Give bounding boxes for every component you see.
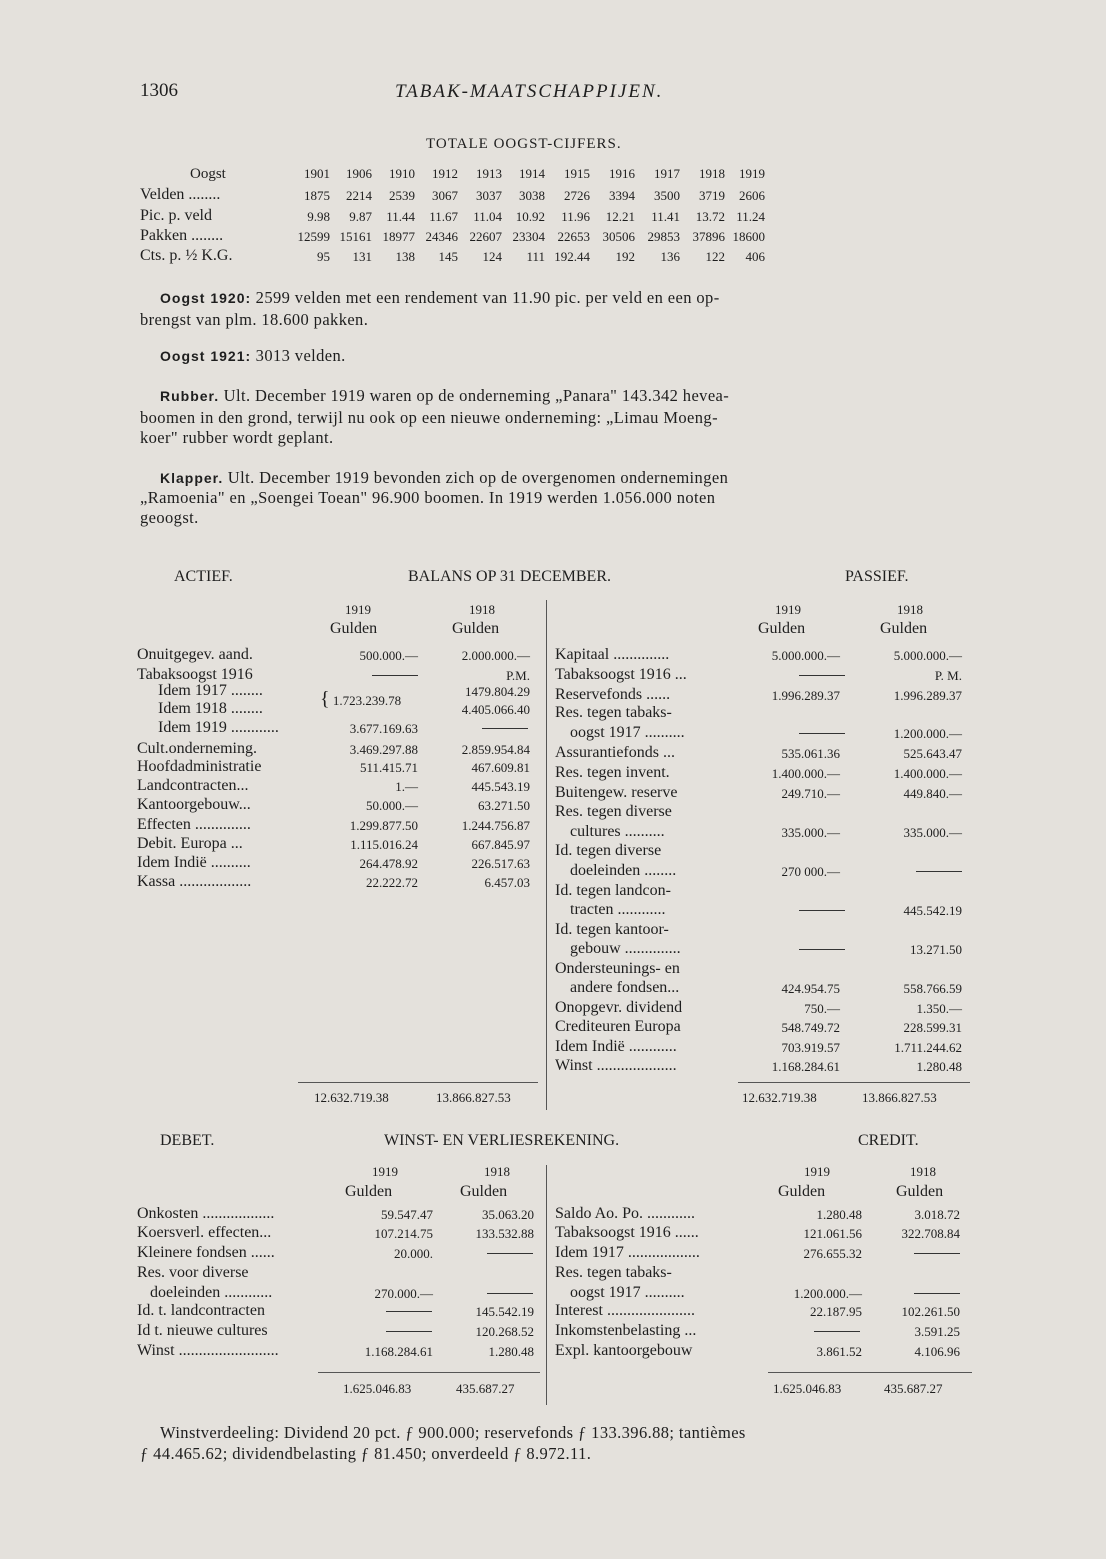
debit-dash xyxy=(386,1331,432,1332)
harvest-cell: 13.72 xyxy=(695,209,725,224)
asset-value-1918: 6.457.03 xyxy=(484,875,530,890)
harvest-cell: 122 xyxy=(705,249,725,264)
liability-value-1918: 1.350.— xyxy=(916,1001,962,1016)
harvest-row-label: Cts. p. ½ K.G. xyxy=(140,247,233,264)
debit-label: Koersverl. effecten... xyxy=(137,1224,272,1241)
page-number: 1306 xyxy=(140,80,178,101)
asset-label: Idem 1919 ............ xyxy=(158,719,279,736)
harvest-cell: 11.24 xyxy=(736,209,765,224)
asset-label: Tabaksoogst 1916 xyxy=(137,666,253,683)
liability-value-1918: 228.599.31 xyxy=(903,1020,962,1035)
harvest-cell: 192.44 xyxy=(554,249,590,264)
pl-debit-unit-1919: Gulden xyxy=(345,1183,393,1200)
credit-label: Inkomstenbelasting ... xyxy=(555,1322,697,1339)
liability-value-1918: P. M. xyxy=(934,668,962,683)
harvest-cell: 131 xyxy=(352,249,372,264)
asset-value-1919: 500.000.— xyxy=(359,648,418,663)
harvest-cell: 24346 xyxy=(425,229,458,244)
liability-label: cultures .......... xyxy=(570,823,665,840)
harvest-cell: 124 xyxy=(482,249,502,264)
pl-debit-total-1919: 1.625.046.83 xyxy=(343,1381,412,1396)
debit-label: Kleinere fondsen ...... xyxy=(137,1244,275,1261)
debit-dash xyxy=(487,1293,533,1294)
liability-label: Res. tegen invent. xyxy=(555,764,670,781)
liability-value-1918: 449.840.— xyxy=(903,786,962,801)
asset-label: Debit. Europa ... xyxy=(137,835,243,852)
paragraph-rubber-line3: koer" rubber wordt geplant. xyxy=(140,428,334,447)
harvest-cell: 10.92 xyxy=(515,209,545,224)
liability-label: Reservefonds ...... xyxy=(555,686,671,703)
harvest-cell: 2539 xyxy=(389,188,415,203)
asset-value-1919: 50.000.— xyxy=(366,798,418,813)
liability-value-1919: 1.996.289.37 xyxy=(771,688,840,703)
harvest-year: 1912 xyxy=(432,166,458,181)
harvest-cell: 15161 xyxy=(339,229,372,244)
paragraph-text: 3013 velden. xyxy=(255,346,346,365)
harvest-cell: 11.67 xyxy=(429,209,458,224)
pl-debit-total-rule xyxy=(318,1372,540,1373)
liability-value-1918: 1.711.244.62 xyxy=(894,1040,962,1055)
harvest-cell: 3038 xyxy=(519,188,545,203)
liability-label: Winst .................... xyxy=(555,1057,677,1074)
liability-label: doeleinden ........ xyxy=(570,862,677,879)
balance-title: BALANS OP 31 DECEMBER. xyxy=(408,568,611,585)
pl-credit-unit-1919: Gulden xyxy=(778,1183,826,1200)
harvest-cell: 2214 xyxy=(346,188,372,203)
asset-value-1919: 1.115.016.24 xyxy=(350,837,418,852)
pl-title: WINST- EN VERLIESREKENING. xyxy=(384,1132,620,1149)
harvest-cell: 9.98 xyxy=(307,209,330,224)
harvest-year: 1915 xyxy=(564,166,590,181)
paragraph-klapper-line2: „Ramoenia" en „Soengei Toean" 96.900 boomen. In 1919 werden 1.056.000 noten xyxy=(140,488,716,507)
debit-label: Id t. nieuwe cultures xyxy=(137,1322,268,1339)
paragraph-rubber-line2: boomen in den grond, terwijl nu ook op een nieuwe onderneming: „Limau Moeng- xyxy=(140,408,718,427)
page-title: TABAK-MAATSCHAPPIJEN. xyxy=(395,81,664,102)
paragraph-oogst-1920-line2: brengst van plm. 18.600 pakken. xyxy=(140,310,369,329)
harvest-year: 1906 xyxy=(346,166,372,181)
liability-value-1918: 5.000.000.— xyxy=(893,648,962,663)
asset-label: Idem 1917 ........ xyxy=(158,682,263,699)
asset-value-1918: 467.609.81 xyxy=(471,760,530,775)
harvest-year: 1918 xyxy=(699,166,725,181)
credit-value-1918: 4.106.96 xyxy=(914,1344,960,1359)
pl-credit-total-rule xyxy=(768,1372,972,1373)
credit-label: Expl. kantoorgebouw xyxy=(555,1342,693,1359)
asset-value-1919: 1.299.877.50 xyxy=(349,818,418,833)
asset-label: Effecten .............. xyxy=(137,816,251,833)
asset-value-1918: 2.859.954.84 xyxy=(461,742,530,757)
asset-value-1918: 4.405.066.40 xyxy=(461,702,530,717)
debit-label: Winst ......................... xyxy=(137,1342,279,1359)
credit-label: Saldo Ao. Po. ............ xyxy=(555,1205,696,1222)
debit-label: Id. t. landcontracten xyxy=(137,1302,265,1319)
credit-value-1918: 322.708.84 xyxy=(901,1226,960,1241)
harvest-cell: 11.44 xyxy=(386,209,415,224)
credit-value-1919: 22.187.95 xyxy=(810,1304,862,1319)
harvest-year: 1919 xyxy=(739,166,765,181)
asset-label: Onuitgegev. aand. xyxy=(137,646,253,663)
asset-value-1919: 22.222.72 xyxy=(366,875,418,890)
harvest-cell: 12599 xyxy=(297,229,330,244)
harvest-cell: 9.87 xyxy=(349,209,372,224)
debit-value-1919: 59.547.47 xyxy=(381,1207,433,1222)
liability-value-1918: 13.271.50 xyxy=(910,942,962,957)
pl-credit-total-1918: 435.687.27 xyxy=(884,1381,943,1396)
liability-value-1919: 335.000.— xyxy=(781,825,840,840)
liability-value-1918: 1.400.000.— xyxy=(893,766,962,781)
liability-label: andere fondsen... xyxy=(570,979,680,996)
liability-value-1918: 1.280.48 xyxy=(916,1059,962,1074)
paragraph-lead: Oogst 1921: xyxy=(160,348,252,364)
asset-value-1918: 667.845.97 xyxy=(471,837,530,852)
liability-dash xyxy=(799,733,845,734)
harvest-row-label: Pakken ........ xyxy=(140,227,224,244)
liability-value-1919: 270 000.— xyxy=(781,864,840,879)
asset-label: Hoofdadministratie xyxy=(137,758,262,775)
pl-credit-total-1919: 1.625.046.83 xyxy=(773,1381,842,1396)
harvest-year: 1917 xyxy=(654,166,680,181)
asset-label: Idem Indië .......... xyxy=(137,854,251,871)
balance-brace-value: { 1.723.239.78 xyxy=(320,688,402,710)
harvest-cell: 192 xyxy=(615,249,635,264)
paragraph-lead: Oogst 1920: xyxy=(160,290,252,306)
assets-total-rule xyxy=(298,1082,538,1083)
harvest-cell: 37896 xyxy=(692,229,725,244)
asset-label: Kassa .................. xyxy=(137,873,252,890)
debit-dash xyxy=(487,1253,533,1254)
asset-dash xyxy=(482,728,528,729)
credit-dash xyxy=(814,1331,860,1332)
balance-liab-unit-1918: Gulden xyxy=(880,620,928,637)
assets-total-1918: 13.866.827.53 xyxy=(436,1090,511,1105)
asset-value-1919: 3.469.297.88 xyxy=(349,742,418,757)
harvest-cell: 23304 xyxy=(512,229,545,244)
liability-label: Id. tegen kantoor- xyxy=(555,921,669,938)
balance-assets-unit-1919: Gulden xyxy=(330,620,378,637)
liability-dash xyxy=(799,910,845,911)
credit-value-1919: 1.280.48 xyxy=(816,1207,862,1222)
credit-value-1919: 121.061.56 xyxy=(803,1226,862,1241)
asset-value-1918: 2.000.000.— xyxy=(461,648,530,663)
pl-debit-year-1918: 1918 xyxy=(484,1164,510,1179)
debit-value-1919: 20.000. xyxy=(394,1246,433,1261)
liability-label: Idem Indië ............ xyxy=(555,1038,677,1055)
asset-value-1918: 1479.804.29 xyxy=(465,684,530,699)
pl-center-rule xyxy=(546,1165,547,1405)
liab-total-1919: 12.632.719.38 xyxy=(742,1090,817,1105)
asset-label: Cult.onderneming. xyxy=(137,740,257,757)
credit-value-1918: 102.261.50 xyxy=(901,1304,960,1319)
paragraph-klapper-line1 xyxy=(160,468,728,488)
harvest-year: 1914 xyxy=(519,166,545,181)
liability-label: Id. tegen diverse xyxy=(555,842,662,859)
balance-actief-heading: ACTIEF. xyxy=(174,568,233,585)
harvest-cell: 3394 xyxy=(609,188,635,203)
liability-label: Id. tegen landcon- xyxy=(555,882,671,899)
credit-value-1919: 3.861.52 xyxy=(816,1344,862,1359)
asset-value-1919: 264.478.92 xyxy=(359,856,418,871)
asset-value-1918: 226.517.63 xyxy=(471,856,530,871)
balance-assets-unit-1918: Gulden xyxy=(452,620,500,637)
pl-debit-total-1918: 435.687.27 xyxy=(456,1381,515,1396)
credit-value-1919: 276.655.32 xyxy=(803,1246,862,1261)
liability-value-1919: 249.710.— xyxy=(781,786,840,801)
pl-credit-year-1919: 1919 xyxy=(804,1164,830,1179)
asset-value-1919: 3.677.169.63 xyxy=(349,721,418,736)
credit-value-1919: 1.200.000.— xyxy=(793,1286,862,1301)
credit-dash xyxy=(914,1253,960,1254)
liability-dash xyxy=(799,675,845,676)
liability-value-1918: 445.542.19 xyxy=(903,903,962,918)
harvest-cell: 95 xyxy=(317,249,330,264)
credit-label: Tabaksoogst 1916 ...... xyxy=(555,1224,699,1241)
liability-label: Res. tegen diverse xyxy=(555,803,672,820)
paragraph-lead: Klapper. xyxy=(160,470,224,486)
harvest-cell: 11.04 xyxy=(473,209,502,224)
assets-total-1919: 12.632.719.38 xyxy=(314,1090,389,1105)
asset-value-1918: 445.543.19 xyxy=(471,779,530,794)
harvest-cell: 2726 xyxy=(564,188,590,203)
liability-value-1919: 703.919.57 xyxy=(781,1040,840,1055)
liability-value-1918: 525.643.47 xyxy=(903,746,962,761)
credit-label: Interest ...................... xyxy=(555,1302,695,1319)
harvest-label-oogst: Oogst xyxy=(190,166,226,182)
harvest-cell: 11.96 xyxy=(561,209,590,224)
credit-label: oogst 1917 .......... xyxy=(570,1284,685,1301)
harvest-cell: 3067 xyxy=(432,188,458,203)
liab-total-rule xyxy=(738,1082,970,1083)
harvest-year: 1910 xyxy=(389,166,415,181)
harvest-year: 1916 xyxy=(609,166,635,181)
liability-value-1919: 535.061.36 xyxy=(781,746,840,761)
liability-value-1919: 1.168.284.61 xyxy=(771,1059,840,1074)
paragraph-text: Ult. December 1919 waren op de onderneming „Panara" 143.342 hevea- xyxy=(223,386,730,405)
paragraph-oogst-1921 xyxy=(160,346,346,366)
footer-line2: ƒ 44.465.62; dividendbelasting ƒ 81.450; onverdeeld ƒ 8.972.11. xyxy=(140,1444,592,1463)
liability-value-1918: 558.766.59 xyxy=(903,981,962,996)
liability-label: Onopgevr. dividend xyxy=(555,999,683,1016)
credit-label: Res. tegen tabaks- xyxy=(555,1264,672,1281)
liability-dash xyxy=(916,871,962,872)
balance-liab-unit-1919: Gulden xyxy=(758,620,806,637)
harvest-row-label: Pic. p. veld xyxy=(140,207,212,224)
harvest-row-label: Velden ........ xyxy=(140,186,221,203)
asset-value-1918: 63.271.50 xyxy=(478,798,530,813)
debit-value-1918: 145.542.19 xyxy=(475,1304,534,1319)
pl-debit-year-1919: 1919 xyxy=(372,1164,398,1179)
asset-dash xyxy=(372,675,418,676)
debit-value-1919: 1.168.284.61 xyxy=(364,1344,433,1359)
liability-value-1919: 5.000.000.— xyxy=(771,648,840,663)
pl-credit-year-1918: 1918 xyxy=(910,1164,936,1179)
harvest-cell: 30506 xyxy=(602,229,635,244)
debit-value-1918: 133.532.88 xyxy=(475,1226,534,1241)
balance-assets-year-1919: 1919 xyxy=(345,602,371,617)
balance-liab-year-1919: 1919 xyxy=(775,602,801,617)
paragraph-text: 2599 velden met een rendement van 11.90 pic. per veld en een op- xyxy=(255,288,720,307)
harvest-year: 1913 xyxy=(476,166,502,181)
debit-value-1918: 120.268.52 xyxy=(475,1324,534,1339)
debit-value-1918: 35.063.20 xyxy=(482,1207,534,1222)
liability-label: Tabaksoogst 1916 ... xyxy=(555,666,687,683)
liability-label: Kapitaal .............. xyxy=(555,646,670,663)
harvest-cell: 12.21 xyxy=(605,209,635,224)
pl-credit-heading: CREDIT. xyxy=(858,1132,919,1149)
footer-line1: Winstverdeeling: Dividend 20 pct. ƒ 900.000; reservefonds ƒ 133.396.88; tantièmes xyxy=(160,1423,746,1442)
asset-value-1919: 1.— xyxy=(395,779,418,794)
debit-dash xyxy=(386,1311,432,1312)
balance-center-rule xyxy=(546,600,547,1110)
liability-label: Assurantiefonds ... xyxy=(555,744,675,761)
harvest-cell: 138 xyxy=(395,249,415,264)
asset-value-1918: P.M. xyxy=(506,668,530,683)
harvest-cell: 406 xyxy=(745,249,765,264)
paragraph-lead: Rubber. xyxy=(160,388,220,404)
debit-label: Res. voor diverse xyxy=(137,1264,249,1281)
harvest-cell: 2606 xyxy=(739,188,765,203)
credit-value-1918: 3.591.25 xyxy=(914,1324,960,1339)
harvest-cell: 29853 xyxy=(647,229,680,244)
asset-label: Landcontracten... xyxy=(137,777,249,794)
asset-value-1919: 511.415.71 xyxy=(359,760,418,775)
liability-value-1919: 750.— xyxy=(804,1001,840,1016)
debit-label: Onkosten .................. xyxy=(137,1205,275,1222)
balance-liab-year-1918: 1918 xyxy=(897,602,923,617)
balance-passief-heading: PASSIEF. xyxy=(845,568,909,585)
harvest-cell: 18977 xyxy=(382,229,415,244)
paragraph-rubber-line1 xyxy=(160,386,729,406)
liability-dash xyxy=(799,949,845,950)
liability-label: Ondersteunings- en xyxy=(555,960,680,977)
harvest-cell: 3037 xyxy=(476,188,502,203)
credit-label: Idem 1917 .................. xyxy=(555,1244,700,1261)
paragraph-oogst-1920-line1 xyxy=(160,288,720,308)
harvest-cell: 11.41 xyxy=(651,209,680,224)
asset-label: Idem 1918 ........ xyxy=(158,700,263,717)
harvest-cell: 1875 xyxy=(304,188,330,203)
debit-value-1919: 270.000.— xyxy=(374,1286,433,1301)
harvest-cell: 145 xyxy=(438,249,458,264)
credit-value-1918: 3.018.72 xyxy=(914,1207,960,1222)
liability-label: Res. tegen tabaks- xyxy=(555,704,672,721)
paragraph-text: Ult. December 1919 bevonden zich op de overgenomen ondernemingen xyxy=(227,468,729,487)
liability-label: tracten ............ xyxy=(570,901,666,918)
asset-label: Kantoorgebouw... xyxy=(137,796,251,813)
harvest-title: TOTALE OOGST-CIJFERS. xyxy=(426,136,622,152)
liability-value-1919: 548.749.72 xyxy=(781,1020,840,1035)
asset-value-1918: 1.244.756.87 xyxy=(461,818,530,833)
paragraph-klapper-line3: geoogst. xyxy=(140,508,199,527)
pl-credit-unit-1918: Gulden xyxy=(896,1183,944,1200)
liab-total-1918: 13.866.827.53 xyxy=(862,1090,937,1105)
harvest-cell: 18600 xyxy=(732,229,765,244)
harvest-cell: 136 xyxy=(660,249,680,264)
pl-debit-unit-1918: Gulden xyxy=(460,1183,508,1200)
liability-label: Buitengew. reserve xyxy=(555,784,678,801)
liability-value-1918: 1.996.289.37 xyxy=(893,688,962,703)
liability-label: gebouw .............. xyxy=(570,940,681,957)
debit-value-1918: 1.280.48 xyxy=(488,1344,534,1359)
debit-label: doeleinden ............ xyxy=(150,1284,273,1301)
liability-value-1919: 1.400.000.— xyxy=(771,766,840,781)
harvest-cell: 3500 xyxy=(654,188,680,203)
balance-assets-year-1918: 1918 xyxy=(469,602,495,617)
pl-debet-heading: DEBET. xyxy=(160,1132,215,1149)
liability-value-1918: 335.000.— xyxy=(903,825,962,840)
harvest-cell: 22653 xyxy=(557,229,590,244)
liability-label: oogst 1917 .......... xyxy=(570,724,685,741)
liability-value-1919: 424.954.75 xyxy=(781,981,840,996)
harvest-cell: 22607 xyxy=(469,229,502,244)
harvest-year: 1901 xyxy=(304,166,330,181)
harvest-cell: 111 xyxy=(526,249,545,264)
liability-label: Crediteuren Europa xyxy=(555,1018,681,1035)
brace-value-text: 1.723.239.78 xyxy=(332,693,402,708)
credit-dash xyxy=(914,1293,960,1294)
liability-value-1918: 1.200.000.— xyxy=(893,726,962,741)
debit-value-1919: 107.214.75 xyxy=(374,1226,433,1241)
harvest-cell: 3719 xyxy=(699,188,725,203)
